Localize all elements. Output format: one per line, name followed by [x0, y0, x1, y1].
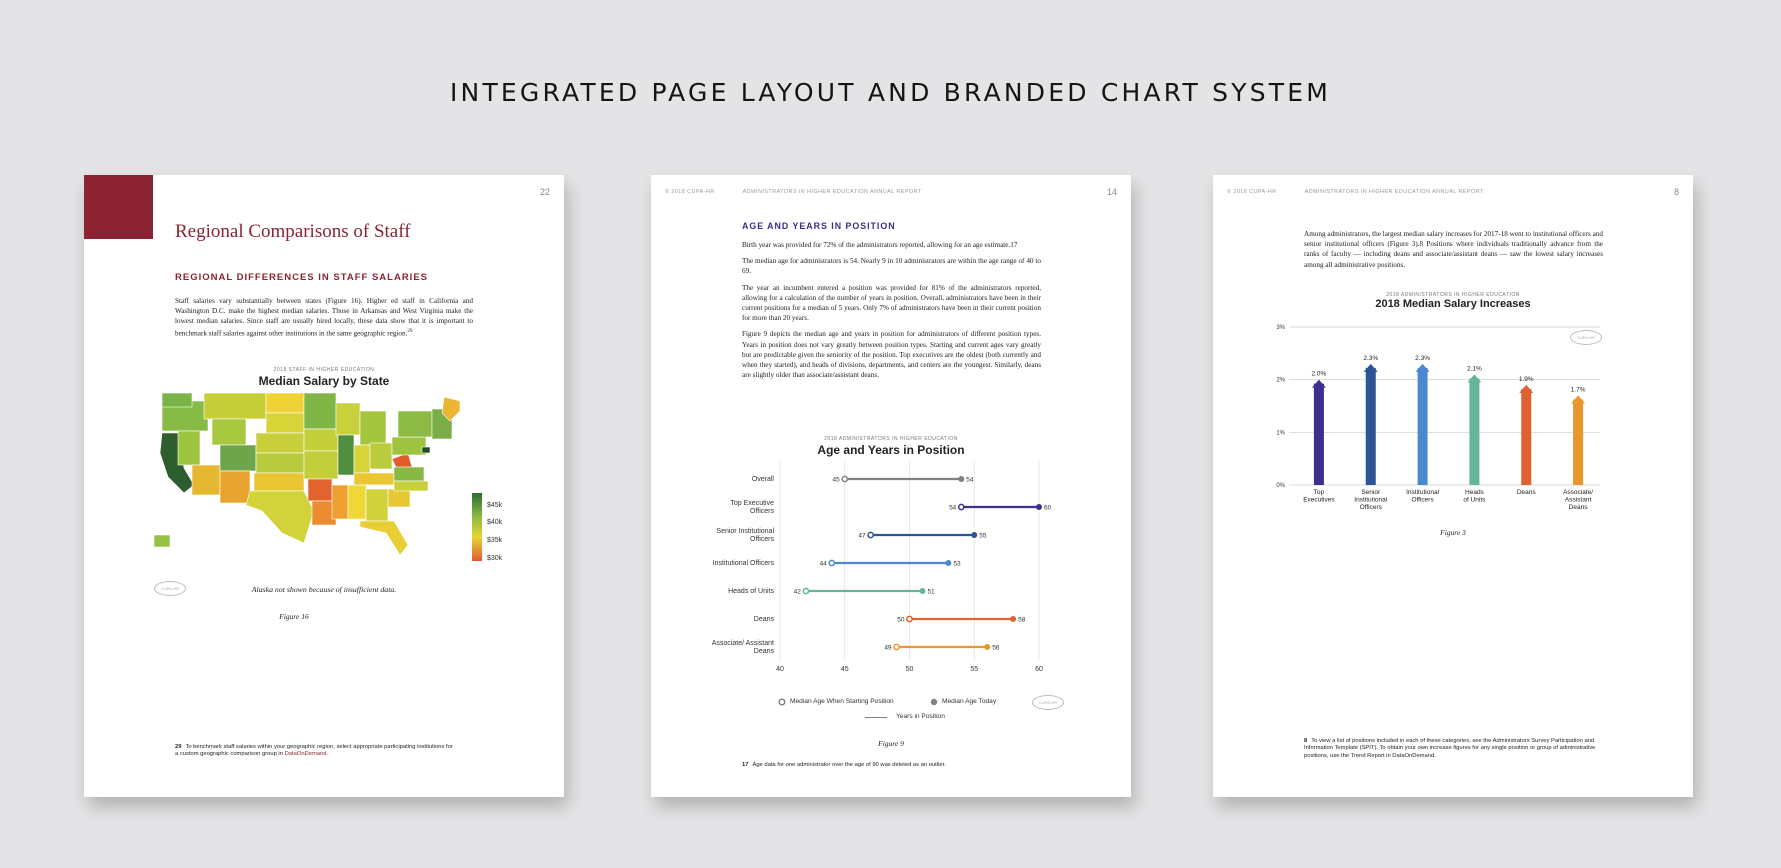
map-region-mt [204, 393, 266, 419]
current-age-point [919, 588, 925, 594]
start-age-point [868, 532, 873, 537]
page-age-years [651, 175, 1131, 797]
figure-caption: Figure 9 [878, 739, 904, 748]
map-region-va [394, 467, 424, 481]
legend-label: $45k [487, 502, 503, 509]
start-age-point [959, 504, 964, 509]
start-age-label: 42 [793, 588, 801, 596]
chart-kicker: 2018 ADMINISTRATORS IN HIGHER EDUCATION [1386, 292, 1520, 298]
salary-legend [472, 493, 482, 561]
legend-line-label: Years in Position [896, 713, 945, 720]
salary-bar [1521, 389, 1531, 485]
category-label: Senior Institutional Officers [716, 528, 774, 543]
salary-bar [1418, 368, 1428, 485]
map-region-nv [178, 431, 200, 465]
map-region-co [220, 445, 256, 471]
y-tick-label: 2% [1276, 377, 1285, 384]
map-region-mi [360, 411, 386, 445]
cupa-logo: CUPA-HR [1032, 695, 1064, 710]
salary-bar-arrowhead [1467, 374, 1481, 382]
current-age-label: 51 [927, 588, 935, 596]
running-header: © 2018 CUPA-HR ADMINISTRATORS IN HIGHER EDUCATION ANNUAL REPORT [1227, 189, 1484, 195]
category-label: Institutional Officers [712, 560, 774, 567]
data-label: 2.1% [1467, 365, 1482, 373]
start-age-label: 54 [949, 504, 957, 512]
current-age-label: 58 [1018, 616, 1026, 624]
map-region-fl [360, 521, 408, 555]
map-region-ky [354, 473, 394, 485]
category-label: Heads of Units [728, 588, 774, 595]
map-region-ga [366, 489, 388, 521]
map-region-ks [256, 453, 304, 473]
current-age-point [958, 476, 964, 482]
start-age-label: 50 [897, 616, 905, 624]
us-map [154, 393, 472, 551]
legend-start-marker [778, 698, 786, 706]
map-region-in [354, 445, 370, 473]
chart-kicker: 2018 STAFF IN HIGHER EDUCATION [273, 367, 375, 373]
data-label: 1.7% [1570, 386, 1586, 394]
category-label: Top Executives [1303, 489, 1335, 504]
legend-start-label: Median Age When Starting Position [790, 698, 894, 705]
body-paragraph: Among administrators, the largest median salary increases for 2017-18 went to institutional officers and senior institutional officers (Figure 3).8 Positions where individuals traditionally advance from the ranks of faculty — including deans and associate/assistant deans — saw the lowest salary increases among all administrative positions. [1304, 230, 1603, 269]
map-region-pa [392, 437, 426, 455]
footnote: 29 To benchmark staff salaries within your geographic region, select appropriate participating institutions for a custom geographic comparison group in DataOnDemand. [175, 744, 453, 758]
current-age-point [1036, 504, 1042, 510]
start-age-point [803, 588, 808, 593]
x-tick-label: 55 [970, 666, 979, 673]
map-region-ms [332, 485, 348, 519]
running-header: © 2018 CUPA-HR ADMINISTRATORS IN HIGHER EDUCATION ANNUAL REPORT [665, 189, 922, 195]
chart-note: Alaska not shown because of insufficient data. [251, 585, 397, 594]
section-heading: REGIONAL DIFFERENCES IN STAFF SALARIES [175, 272, 428, 283]
cupa-logo: CUPA-HR [1570, 330, 1602, 345]
y-tick-label: 1% [1276, 430, 1285, 437]
legend-label: $40k [487, 519, 503, 526]
footnote: 8 To view a list of positions included in each of these categories, see the Administrators Survey Participation and Information Template (SPIT). To obtain your own increase figures for any single position or group of administrative positions, use the Trend Report in DataOnDemand. [1304, 738, 1596, 759]
map-region-nm [220, 471, 250, 503]
salary-bar [1366, 368, 1376, 485]
category-label: Deans [753, 616, 774, 623]
map-region-ne [256, 433, 304, 453]
map-region-al [348, 485, 366, 519]
chart-title: Age and Years in Position [817, 443, 965, 457]
map-region-sd [266, 413, 304, 433]
data-label: 2.0% [1311, 370, 1327, 378]
body-text: Birth year was provided for 72% of the administrators reported, allowing for an age estimate.17 The median age for administrators is 54. Nearly 9 in 10 administrators are within the age range of 40 to 69. The year an incumbent entered a position was provided for 81% of the administrators reported, allowing for a calculation of the number of years in position. Overall, administrators have been in their current positions for a median of 5 years. Only 7% of administrators have been in their current position for more than 20 years. Figure 9 depicts the median age and years in position for administrators of different position types. Years in position does not vary greatly between position types. Starting and current ages vary greatly but are predictable given the seniority of the position. Top executives are the oldest (both currently and when they started), and heads of divisions, departments, and centers are the youngest. Similarly, deans are slightly older than associate/assistant deans. [742, 241, 1041, 380]
figure-caption: Figure 3 [1440, 528, 1466, 537]
map-region-ok [254, 473, 304, 491]
map-region-hi [154, 535, 170, 547]
data-label: 2.3% [1363, 354, 1379, 362]
start-age-label: 45 [832, 476, 840, 484]
current-age-label: 55 [979, 532, 987, 540]
map-region-mo [304, 451, 338, 479]
map-region-nc [394, 481, 428, 491]
current-age-point [945, 560, 951, 566]
start-age-point [894, 644, 899, 649]
map-region-tx [246, 491, 314, 543]
map-region-wi [336, 403, 360, 435]
chart-title: 2018 Median Salary Increases [1375, 298, 1531, 310]
legend-today-label: Median Age Today [942, 698, 997, 705]
page-number: 22 [539, 187, 550, 197]
category-label: Associate/ Assistant Deans [711, 640, 774, 655]
brand-block [84, 175, 153, 239]
map-region-ny [398, 411, 432, 437]
salary-increase-chart [1213, 315, 1693, 515]
category-label: Top Executive Officers [730, 500, 774, 515]
map-region-sc [388, 489, 410, 507]
salary-bar [1469, 378, 1479, 485]
salary-bar [1314, 384, 1324, 485]
map-region-wa [162, 393, 192, 407]
x-tick-label: 45 [840, 666, 849, 673]
category-label: Associate/ Assistant Deans [1563, 489, 1594, 511]
start-age-label: 49 [884, 644, 892, 652]
map-region-mn [304, 393, 336, 429]
map-region-ia [304, 429, 338, 451]
figure-caption: Figure 16 [279, 612, 309, 621]
data-label: 2.3% [1415, 354, 1430, 362]
current-age-label: 56 [992, 644, 1000, 652]
chart-kicker: 2018 ADMINISTRATORS IN HIGHER EDUCATION [824, 436, 958, 442]
page-number: 14 [1106, 187, 1117, 197]
cupa-logo: CUPA-HR [154, 581, 186, 596]
salary-bar-arrowhead [1312, 380, 1326, 388]
category-label: Institutional Officers [1406, 489, 1440, 504]
page-number: 8 [1673, 187, 1679, 197]
footnote: 17 Age data for one administrator over the age of 90 was deleted as an outlier. [742, 762, 946, 768]
start-age-label: 47 [858, 532, 866, 540]
map-region-wy [212, 419, 246, 445]
age-years-chart [651, 459, 1131, 673]
x-tick-label: 40 [776, 666, 784, 673]
category-label: Senior Institutional Officers [1354, 489, 1388, 511]
category-label: Deans [1516, 489, 1536, 496]
map-region-nd [266, 393, 304, 413]
section-heading: AGE AND YEARS IN POSITION [742, 221, 896, 231]
legend-label: $30k [487, 555, 503, 562]
page-regional-comparisons [84, 175, 564, 797]
x-tick-label: 50 [905, 666, 914, 673]
current-age-label: 54 [966, 476, 974, 484]
page-title: Regional Comparisons of Staff [175, 221, 411, 242]
start-age-point [842, 476, 847, 481]
map-region-dc [422, 447, 430, 453]
current-age-point [1010, 616, 1016, 622]
start-age-label: 44 [819, 560, 827, 568]
x-tick-label: 60 [1035, 666, 1043, 673]
map-region-ar [308, 479, 332, 501]
current-age-label: 53 [953, 560, 961, 568]
chart-title: Median Salary by State [258, 374, 390, 388]
body-paragraph: Staff salaries vary substantially between states (Figure 16). Higher ed staff in California and Washington D.C. make the highest median salaries. Those in Arkansas and West Virginia make the lowest median salaries. Since staff are usually hired locally, these data show that it is important to benchmark staff salaries against other institutions in the same geographic region.$^{29}$ [175, 297, 473, 337]
map-region-oh [370, 443, 392, 469]
legend-line-sample [865, 717, 887, 718]
map-region-az [192, 465, 220, 495]
y-tick-label: 0% [1276, 483, 1285, 489]
legend-label: $35k [487, 537, 503, 544]
category-label: Heads of Units [1463, 489, 1486, 504]
start-age-point [829, 560, 834, 565]
current-age-point [984, 644, 990, 650]
salary-bar [1573, 399, 1583, 485]
current-age-point [971, 532, 977, 538]
start-age-point [907, 616, 912, 621]
legend-today-marker [930, 698, 938, 706]
footnote-link[interactable]: DataOnDemand. [284, 751, 329, 758]
current-age-label: 60 [1044, 504, 1052, 512]
map-region-il [338, 435, 354, 475]
page-salary-increases [1213, 175, 1693, 797]
category-label: Overall [751, 476, 774, 483]
banner-title: INTEGRATED PAGE LAYOUT AND BRANDED CHART SYSTEM [449, 78, 1332, 107]
data-label: 1.9% [1518, 375, 1534, 383]
y-tick-label: 3% [1276, 325, 1285, 331]
